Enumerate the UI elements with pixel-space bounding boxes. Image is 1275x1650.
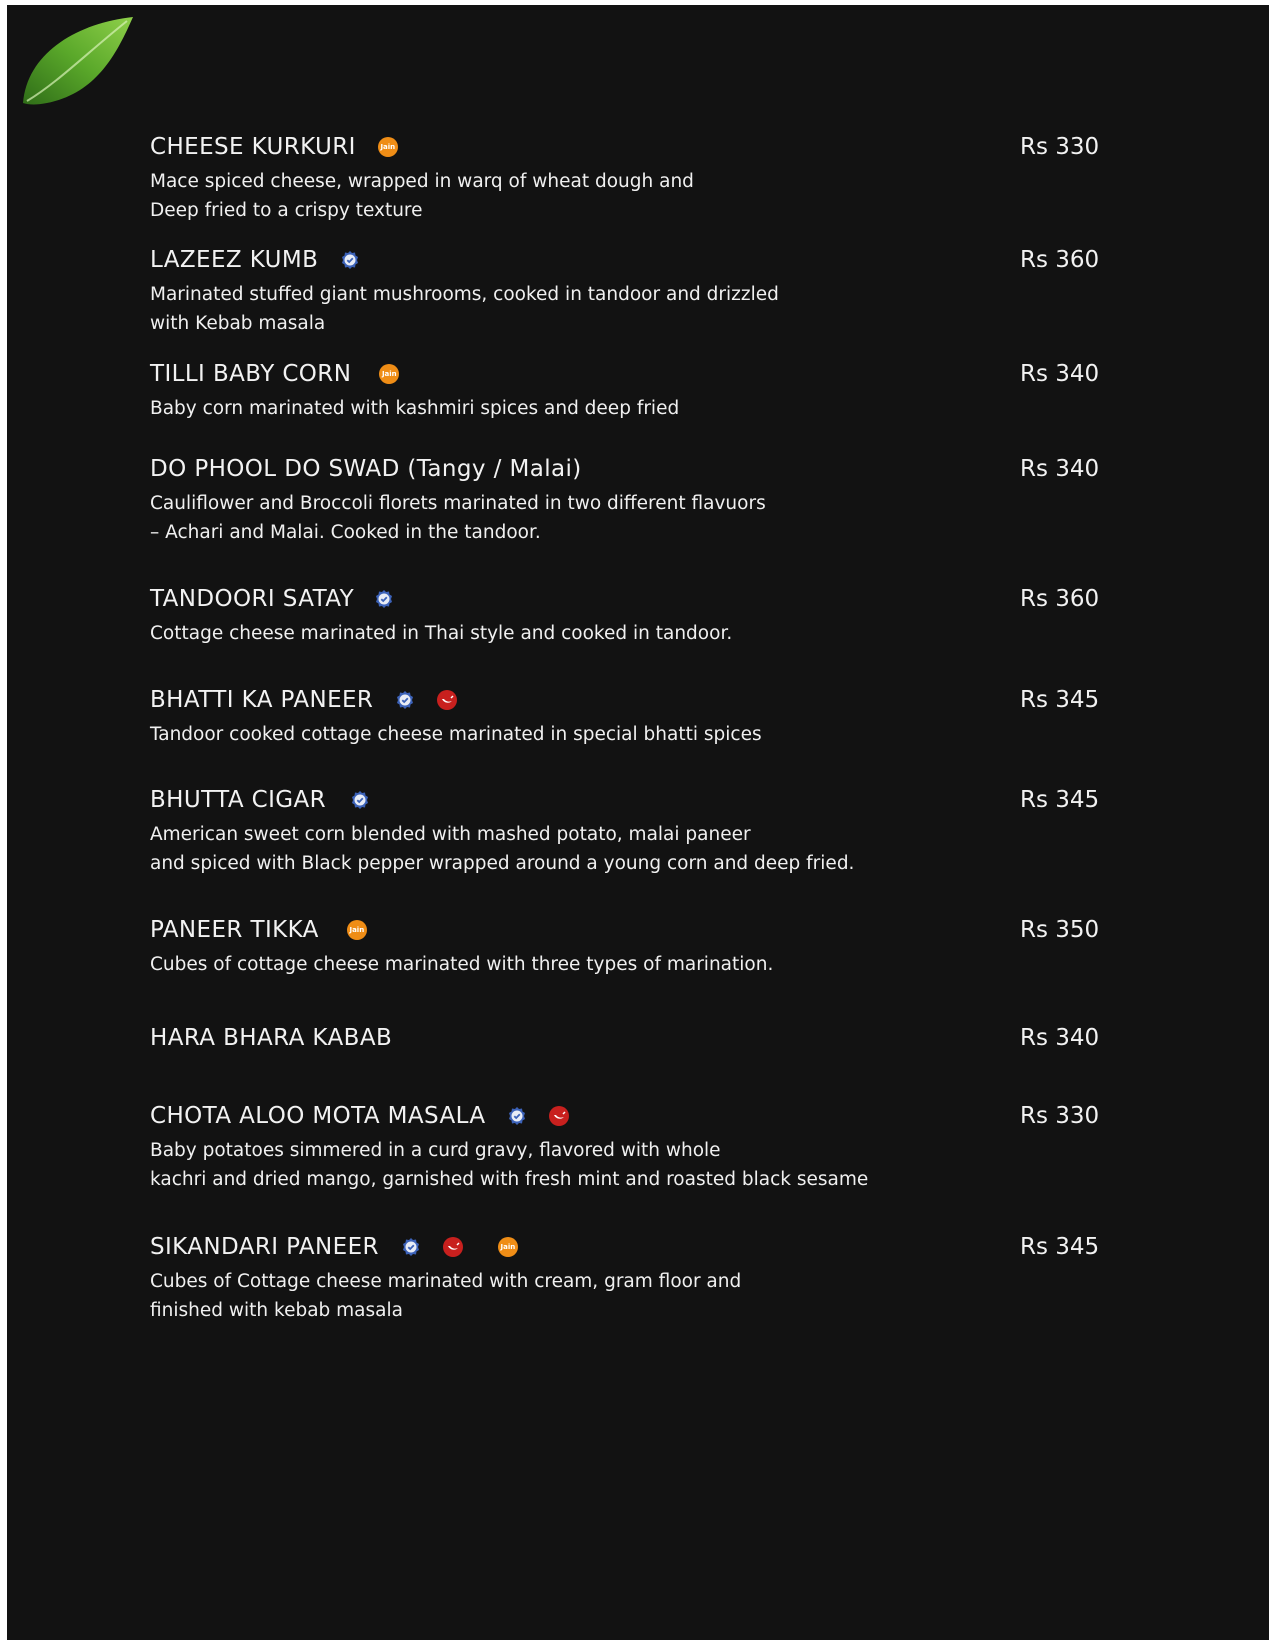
menu-item-name: DO PHOOL DO SWAD (Tangy / Malai) bbox=[150, 456, 582, 482]
menu-item-name: CHEESE KURKURI bbox=[150, 134, 356, 160]
menu-item-price: Rs 345 bbox=[1020, 687, 1100, 713]
menu-item-header bbox=[150, 1230, 1150, 1264]
menu-item-price: Rs 330 bbox=[1020, 134, 1100, 160]
description-line: Mace spiced cheese, wrapped in warq of wheat dough and bbox=[150, 171, 694, 192]
jain-badge-icon bbox=[347, 920, 367, 940]
menu-item-header bbox=[150, 582, 1150, 616]
leaf-icon bbox=[17, 13, 137, 112]
menu-item bbox=[150, 913, 1150, 979]
menu-item-description bbox=[150, 394, 1150, 423]
menu-item-price: Rs 340 bbox=[1020, 1025, 1100, 1051]
menu-item-price: Rs 360 bbox=[1020, 247, 1100, 273]
menu-item-badges bbox=[326, 790, 392, 810]
menu-item-badges bbox=[354, 589, 416, 609]
description-line: Cauliflower and Broccoli florets marinated in two different flavuors bbox=[150, 493, 766, 514]
description-line: American sweet corn blended with mashed potato, malai paneer bbox=[150, 824, 751, 845]
chef-recommended-badge-icon bbox=[350, 790, 370, 810]
menu-item-header bbox=[150, 452, 1150, 486]
menu-item-badges bbox=[318, 250, 382, 270]
menu-item bbox=[150, 243, 1150, 338]
menu-item-name: BHUTTA CIGAR bbox=[150, 787, 327, 813]
menu-item bbox=[150, 1230, 1150, 1325]
menu-item bbox=[150, 582, 1150, 648]
chef-recommended-badge-icon bbox=[340, 250, 360, 270]
description-line: – Achari and Malai. Cooked in the tandoor. bbox=[150, 522, 541, 543]
menu-item-name: HARA BHARA KABAB bbox=[150, 1025, 393, 1051]
description-line: Deep fried to a crispy texture bbox=[150, 200, 423, 221]
jain-badge-label: Jain bbox=[381, 370, 397, 378]
menu-item-name: LAZEEZ KUMB bbox=[150, 247, 319, 273]
menu-item-description bbox=[150, 619, 1150, 648]
menu-item-name: SIKANDARI PANEER bbox=[150, 1234, 379, 1260]
menu-item-description bbox=[150, 720, 1150, 749]
menu-page bbox=[7, 5, 1269, 1640]
description-line: Cubes of cottage cheese marinated with three types of marination. bbox=[150, 954, 774, 975]
menu-item-price: Rs 340 bbox=[1020, 456, 1100, 482]
menu-item bbox=[150, 357, 1150, 423]
menu-item-header bbox=[150, 243, 1150, 277]
menu-item-header bbox=[150, 683, 1150, 717]
menu-item-price: Rs 350 bbox=[1020, 917, 1100, 943]
description-line: and spiced with Black pepper wrapped around a young corn and deep fried. bbox=[150, 853, 855, 874]
spicy-badge-icon bbox=[437, 690, 457, 710]
menu-item-header bbox=[150, 1021, 1150, 1055]
menu-item-description bbox=[150, 1267, 1150, 1325]
description-line: Cottage cheese marinated in Thai style and cooked in tandoor. bbox=[150, 623, 733, 644]
chef-recommended-badge-icon bbox=[395, 690, 415, 710]
menu-item-price: Rs 345 bbox=[1020, 787, 1100, 813]
menu-item-description bbox=[150, 820, 1150, 878]
menu-item-header bbox=[150, 130, 1150, 164]
menu-item bbox=[150, 683, 1150, 749]
jain-badge-label: Jain bbox=[500, 1243, 516, 1251]
menu-item-badges bbox=[485, 1106, 591, 1126]
spicy-badge-icon bbox=[549, 1106, 569, 1126]
description-line: with Kebab masala bbox=[150, 313, 326, 334]
menu-item-description bbox=[150, 167, 1150, 225]
menu-item bbox=[150, 1021, 1150, 1055]
spicy-badge-icon bbox=[443, 1237, 463, 1257]
menu-item-name: BHATTI KA PANEER bbox=[150, 687, 374, 713]
jain-badge-label: Jain bbox=[349, 926, 365, 934]
menu-item-badges bbox=[373, 690, 479, 710]
menu-item-price: Rs 345 bbox=[1020, 1234, 1100, 1260]
menu-item-header bbox=[150, 357, 1150, 391]
menu-item-description bbox=[150, 950, 1150, 979]
description-line: Marinated stuffed giant mushrooms, cooked in tandoor and drizzled bbox=[150, 284, 779, 305]
menu-item-badges bbox=[351, 364, 421, 384]
menu-item bbox=[150, 783, 1150, 878]
menu-item-name: TANDOORI SATAY bbox=[150, 586, 355, 612]
jain-badge-icon bbox=[378, 137, 398, 157]
menu-item bbox=[150, 1099, 1150, 1194]
menu-item-header bbox=[150, 913, 1150, 947]
description-line: finished with kebab masala bbox=[150, 1300, 403, 1321]
menu-item-name: PANEER TIKKA bbox=[150, 917, 319, 943]
menu-item-badges bbox=[379, 1237, 540, 1257]
chef-recommended-badge-icon bbox=[507, 1106, 527, 1126]
menu-item-price: Rs 340 bbox=[1020, 361, 1100, 387]
menu-item bbox=[150, 130, 1150, 225]
description-line: Cubes of Cottage cheese marinated with cream, gram floor and bbox=[150, 1271, 742, 1292]
menu-item-price: Rs 360 bbox=[1020, 586, 1100, 612]
menu-item-description bbox=[150, 489, 1150, 547]
menu-item-description bbox=[150, 280, 1150, 338]
menu-item-name: CHOTA ALOO MOTA MASALA bbox=[150, 1103, 486, 1129]
description-line: kachri and dried mango, garnished with fresh mint and roasted black sesame bbox=[150, 1169, 869, 1190]
chef-recommended-badge-icon bbox=[401, 1237, 421, 1257]
menu-item-description bbox=[150, 1136, 1150, 1194]
description-line: Baby potatoes simmered in a curd gravy, flavored with whole bbox=[150, 1140, 721, 1161]
menu-item-badges bbox=[319, 920, 389, 940]
menu-item bbox=[150, 452, 1150, 547]
menu-item-price: Rs 330 bbox=[1020, 1103, 1100, 1129]
jain-badge-label: Jain bbox=[380, 143, 396, 151]
jain-badge-icon bbox=[498, 1237, 518, 1257]
description-line: Baby corn marinated with kashmiri spices and deep fried bbox=[150, 398, 680, 419]
jain-badge-icon bbox=[379, 364, 399, 384]
description-line: Tandoor cooked cottage cheese marinated in special bhatti spices bbox=[150, 724, 762, 745]
menu-item-name: TILLI BABY CORN bbox=[150, 361, 352, 387]
menu-item-header bbox=[150, 1099, 1150, 1133]
chef-recommended-badge-icon bbox=[374, 589, 394, 609]
menu-item-header bbox=[150, 783, 1150, 817]
menu-item-badges bbox=[356, 137, 420, 157]
